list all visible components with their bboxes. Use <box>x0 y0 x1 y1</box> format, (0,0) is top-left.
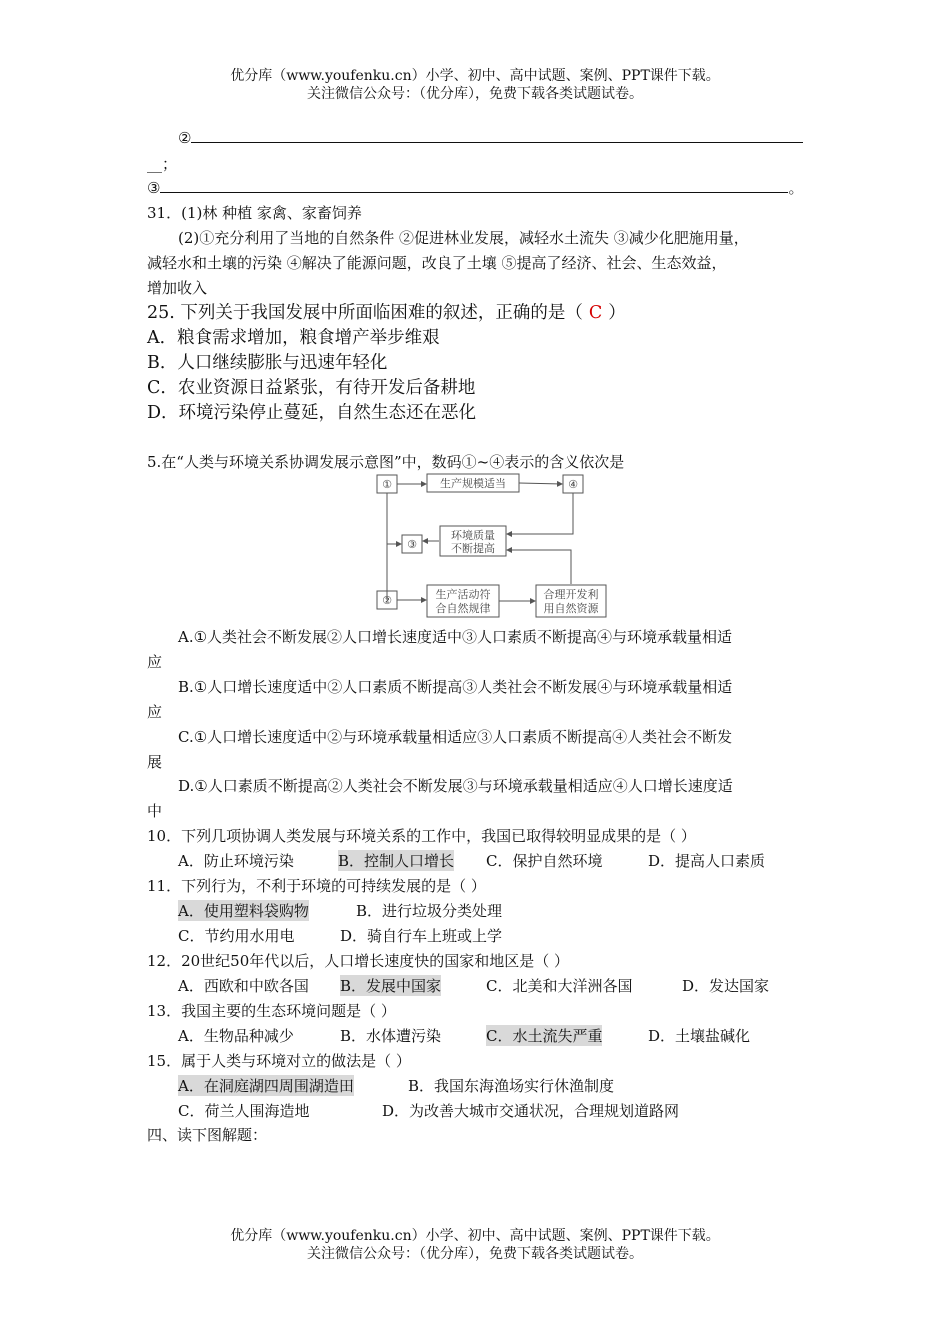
q5-option-a: A.①人类社会不断发展②人口增长速度适中③人口素质不断提高④与环境承载量相适 <box>178 628 733 646</box>
q11-option-b: B．进行垃圾分类处理 <box>356 902 503 920</box>
res-label-1: 合理开发利 <box>543 588 599 601</box>
header-line-2: 关注微信公众号：（优分库），免费下载各类试题试卷。 <box>307 86 643 102</box>
footer-line-1: 优分库（www.youfenku.cn）小学、初中、高中试题、案例、PPT课件下载。 <box>230 1228 720 1244</box>
node-3-label: ③ <box>407 538 417 551</box>
q5-stem: 5.在“人类与环境关系协调发展示意图”中，数码①~④表示的含义依次是 <box>147 453 625 471</box>
env-label-1: 环境质量 <box>451 529 495 542</box>
blank-3-label: ③ <box>147 179 161 197</box>
q25-option-c: C．农业资源日益紧张，有待开发后备耕地 <box>147 378 476 398</box>
q12-option-c: C．北美和大洋洲各国 <box>486 977 633 995</box>
q5-option-a-cont: 应 <box>147 653 163 671</box>
q5-option-d: D.①人口素质不断提高②人类社会不断发展③与环境承载量相适应④人口增长速度适 <box>178 777 733 795</box>
q10-option-b: B．控制人口增长 <box>338 852 455 870</box>
env-label-2: 不断提高 <box>451 542 495 555</box>
header-line-1: 优分库（www.youfenku.cn）小学、初中、高中试题、案例、PPT课件下载。 <box>230 68 720 84</box>
q5-option-b: B.①人口增长速度适中②人口素质不断提高③人类社会不断发展④与环境承载量相适 <box>178 678 733 696</box>
scale-label: 生产规模适当 <box>440 477 506 490</box>
footer-line-2: 关注微信公众号：（优分库），免费下载各类试题试卷。 <box>307 1246 643 1262</box>
q5-option-b-cont: 应 <box>147 703 163 721</box>
q10-option-c: C．保护自然环境 <box>486 852 603 870</box>
q25-option-a: A．粮食需求增加，粮食增产举步维艰 <box>147 328 440 348</box>
q13-stem: 13．我国主要的生态环境问题是（ ） <box>147 1002 396 1020</box>
q12-option-b: B．发展中国家 <box>340 977 442 995</box>
arrow-res-to-env <box>507 550 571 584</box>
blank-line-3 <box>147 177 803 198</box>
arrow-4-to-env <box>507 493 573 534</box>
arrow-scale-to-4 <box>519 483 562 484</box>
q25-answer: C <box>588 303 603 323</box>
q11-option-c: C．节约用水用电 <box>178 927 295 945</box>
node-4-label: ④ <box>568 478 578 491</box>
q31-line-1: 31．(1)林 种植 家禽、家畜饲养 <box>147 204 362 222</box>
prod-label-2: 合自然规律 <box>435 602 491 615</box>
q5-diagram <box>370 470 620 620</box>
q11-option-a: A．使用塑料袋购物 <box>178 902 309 920</box>
q11-option-d: D．骑自行车上班或上学 <box>340 927 503 945</box>
q25-option-d: D．环境污染停止蔓延，自然生态还在恶化 <box>147 403 477 423</box>
q5-option-d-cont: 中 <box>147 802 163 820</box>
blank-3-end: 。 <box>788 179 804 197</box>
q15-stem: 15．属于人类与环境对立的做法是（ ） <box>147 1052 411 1070</box>
q12-option-d: D．发达国家 <box>682 977 770 995</box>
blank-line-2 <box>178 128 803 147</box>
q31-line-3: 减轻水和土壤的污染 ④解决了能源问题，改良了土壤 ⑤提高了经济、社会、生态效益， <box>147 254 727 272</box>
node-2-label: ② <box>382 594 392 607</box>
q10-option-a: A．防止环境污染 <box>178 852 294 870</box>
q13-option-d: D．土壤盐碱化 <box>648 1027 751 1045</box>
q12-option-a: A．西欧和中欧各国 <box>178 977 309 995</box>
q25-option-b: B．人口继续膨胀与迅速年轻化 <box>147 353 388 373</box>
blank-3-underline <box>160 178 788 193</box>
q10-option-d: D．提高人口素质 <box>648 852 766 870</box>
blank-2-end: __； <box>147 155 178 173</box>
q31-line-4: 增加收入 <box>147 279 208 297</box>
q15-option-d: D．为改善大城市交通状况，合理规划道路网 <box>382 1102 680 1120</box>
q15-option-c: C．荷兰人围海造地 <box>178 1102 310 1120</box>
q5-option-c-cont: 展 <box>147 753 163 771</box>
q10-stem: 10．下列几项协调人类发展与环境关系的工作中，我国已取得较明显成果的是（ ） <box>147 827 696 845</box>
q12-stem: 12．20世纪50年代以后，人口增长速度快的国家和地区是（ ） <box>147 952 570 970</box>
q31-line-2: (2)①充分利用了当地的自然条件 ②促进林业发展，减轻水土流失 ③减少化肥施用量， <box>178 229 749 247</box>
q5-option-c: C.①人口增长速度适中②与环境承载量相适应③人口素质不断提高④人类社会不断发 <box>178 728 733 746</box>
blank-2-label: ② <box>178 129 192 147</box>
q25-stem: 25. 下列关于我国发展中所面临困难的叙述，正确的是（ C ） <box>147 303 626 323</box>
node-1-label: ① <box>382 478 392 491</box>
section-4-heading: 四、读下图解题： <box>147 1126 268 1144</box>
q13-option-a: A．生物品种减少 <box>178 1027 294 1045</box>
q15-option-b: B．我国东海渔场实行休渔制度 <box>408 1077 615 1095</box>
q13-option-c: C．水土流失严重 <box>486 1027 603 1045</box>
q15-option-a: A．在洞庭湖四周围湖造田 <box>178 1077 354 1095</box>
blank-2-underline <box>191 128 803 143</box>
q11-stem: 11．下列行为，不利于环境的可持续发展的是（ ） <box>147 877 486 895</box>
prod-label-1: 生产活动符 <box>435 588 491 601</box>
q13-option-b: B．水体遭污染 <box>340 1027 442 1045</box>
res-label-2: 用自然资源 <box>543 602 599 615</box>
